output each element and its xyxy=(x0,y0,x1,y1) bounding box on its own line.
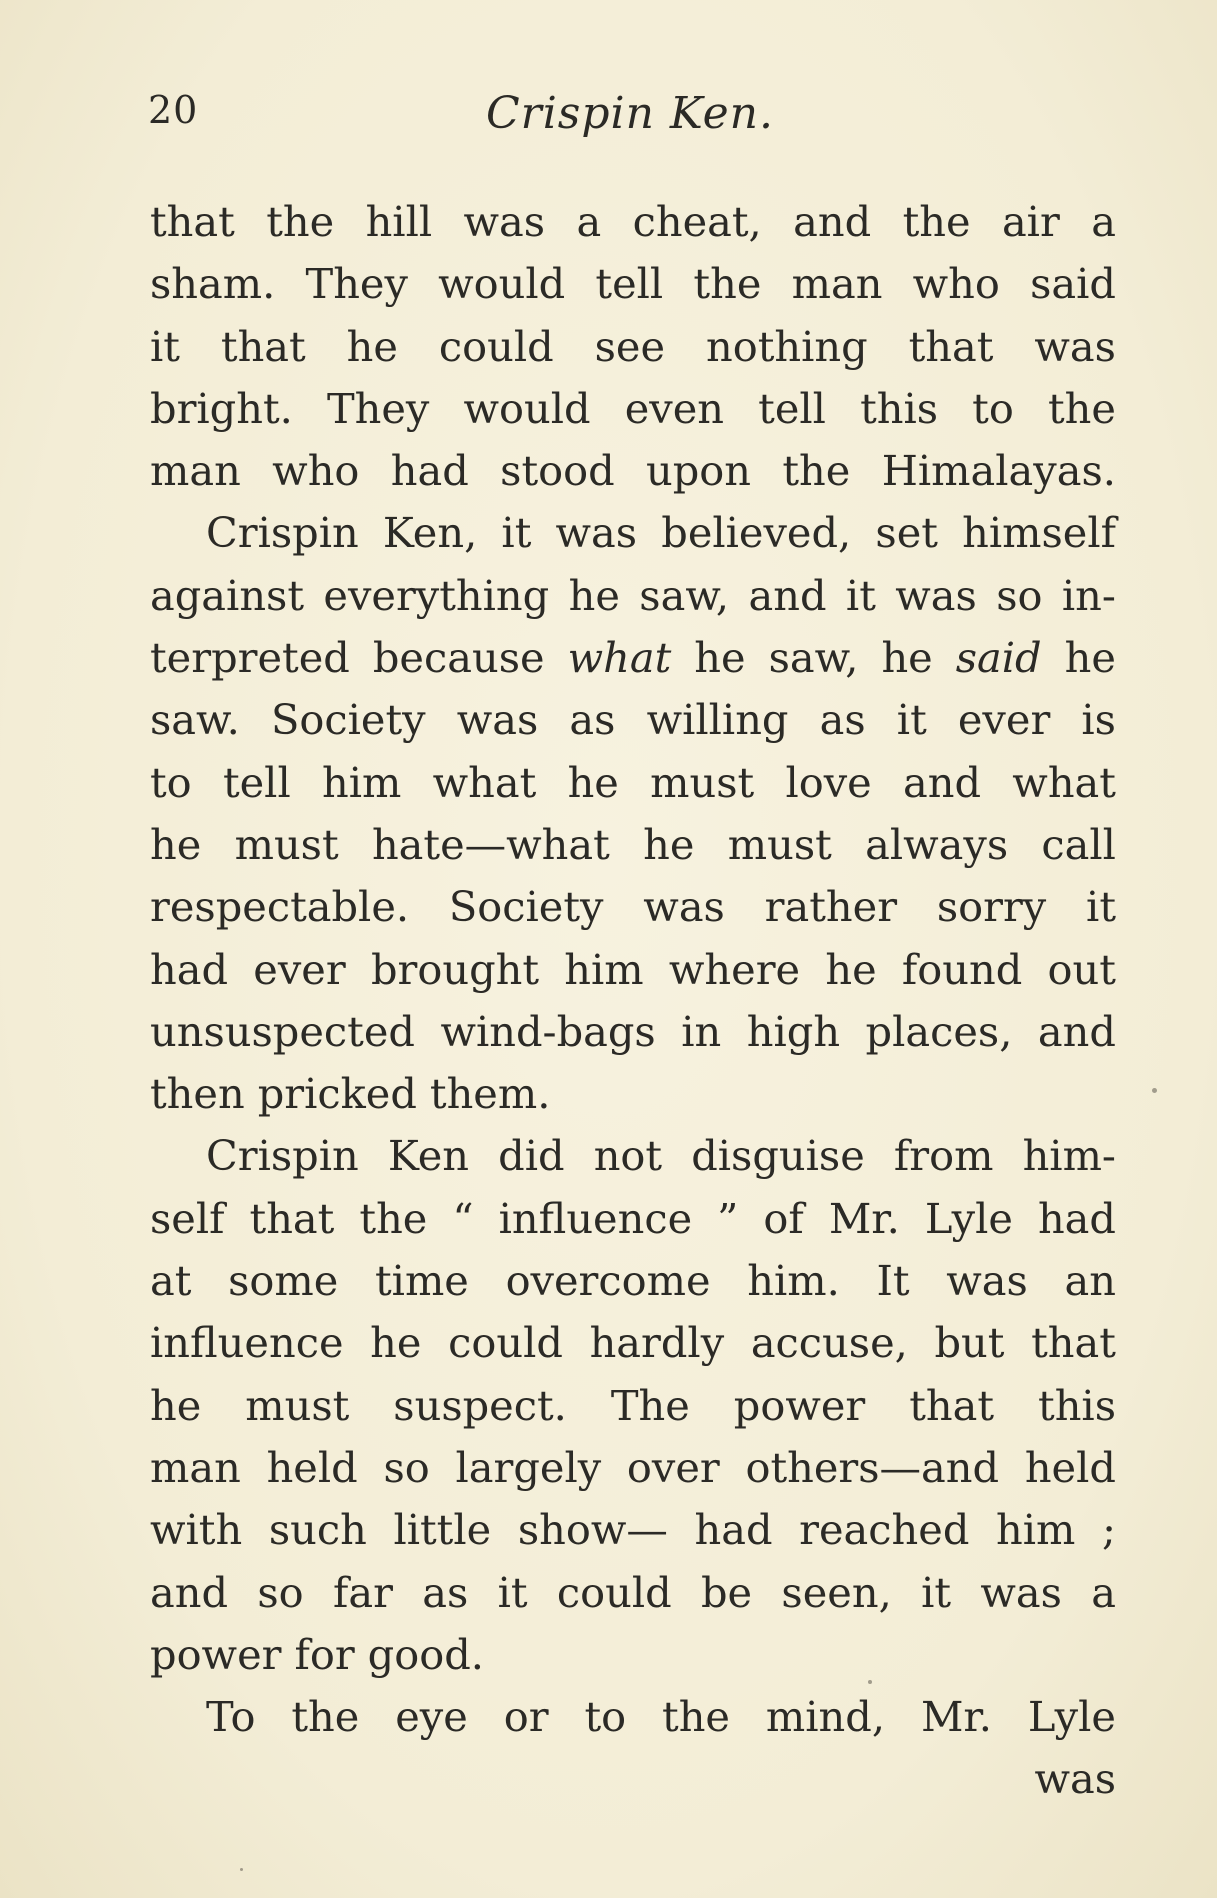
text-line: influence he could hardly accuse, but that xyxy=(150,1318,1116,1368)
text-line: power for good. xyxy=(150,1629,484,1679)
text-line: Crispin Ken, it was believed, set himself xyxy=(206,508,1116,558)
text-line: that the hill was a cheat, and the air a xyxy=(150,197,1116,246)
text-line: he must hate—what he must always call xyxy=(150,819,1116,869)
paper-speck xyxy=(1152,1088,1157,1093)
text-line: with such little show— had reached him ; xyxy=(150,1505,1116,1555)
text-line: man held so largely over others—and held xyxy=(150,1442,1116,1492)
text-line: Crispin Ken did not disguise from him- xyxy=(206,1131,1116,1181)
paper-speck xyxy=(868,1680,872,1684)
text-line: self that the “ influence ” of Mr. Lyle had xyxy=(150,1193,1116,1243)
emphasis-what: what xyxy=(567,633,672,683)
text-line: to tell him what he must love and what xyxy=(150,757,1116,807)
text-line: saw. Society was as willing as it ever is xyxy=(150,695,1116,745)
text-line: respectable. Society was rather sorry it xyxy=(150,882,1116,932)
body-text xyxy=(150,191,1116,1811)
text-line: at some time overcome him. It was an xyxy=(150,1256,1116,1306)
text-line: he must suspect. The power that this xyxy=(150,1380,1116,1430)
running-title: Crispin Ken. xyxy=(486,88,774,139)
text-line: sham. They would tell the man who said xyxy=(150,259,1116,309)
page-header xyxy=(148,88,1117,148)
text-line: against everything he saw, and it was so in- xyxy=(150,570,1116,620)
catchword: was xyxy=(1034,1754,1116,1804)
text-line: terpreted because what he saw, he said he xyxy=(150,627,1116,689)
paper-speck xyxy=(240,1868,243,1871)
text-line: bright. They would even tell this to the xyxy=(150,383,1116,433)
text-line: To the eye or to the mind, Mr. Lyle xyxy=(206,1692,1116,1742)
text-line: man who had stood upon the Himalayas. xyxy=(150,446,1116,496)
text-line: it that he could see nothing that was xyxy=(150,321,1116,371)
emphasis-said: said xyxy=(955,633,1042,683)
text-line: then pricked them. xyxy=(150,1069,551,1119)
text-line: had ever brought him where he found out xyxy=(150,944,1116,994)
text-line: unsuspected wind-bags in high places, and xyxy=(150,1006,1116,1056)
text-line: and so far as it could be seen, it was a xyxy=(150,1567,1116,1617)
page-number: 20 xyxy=(148,88,199,132)
